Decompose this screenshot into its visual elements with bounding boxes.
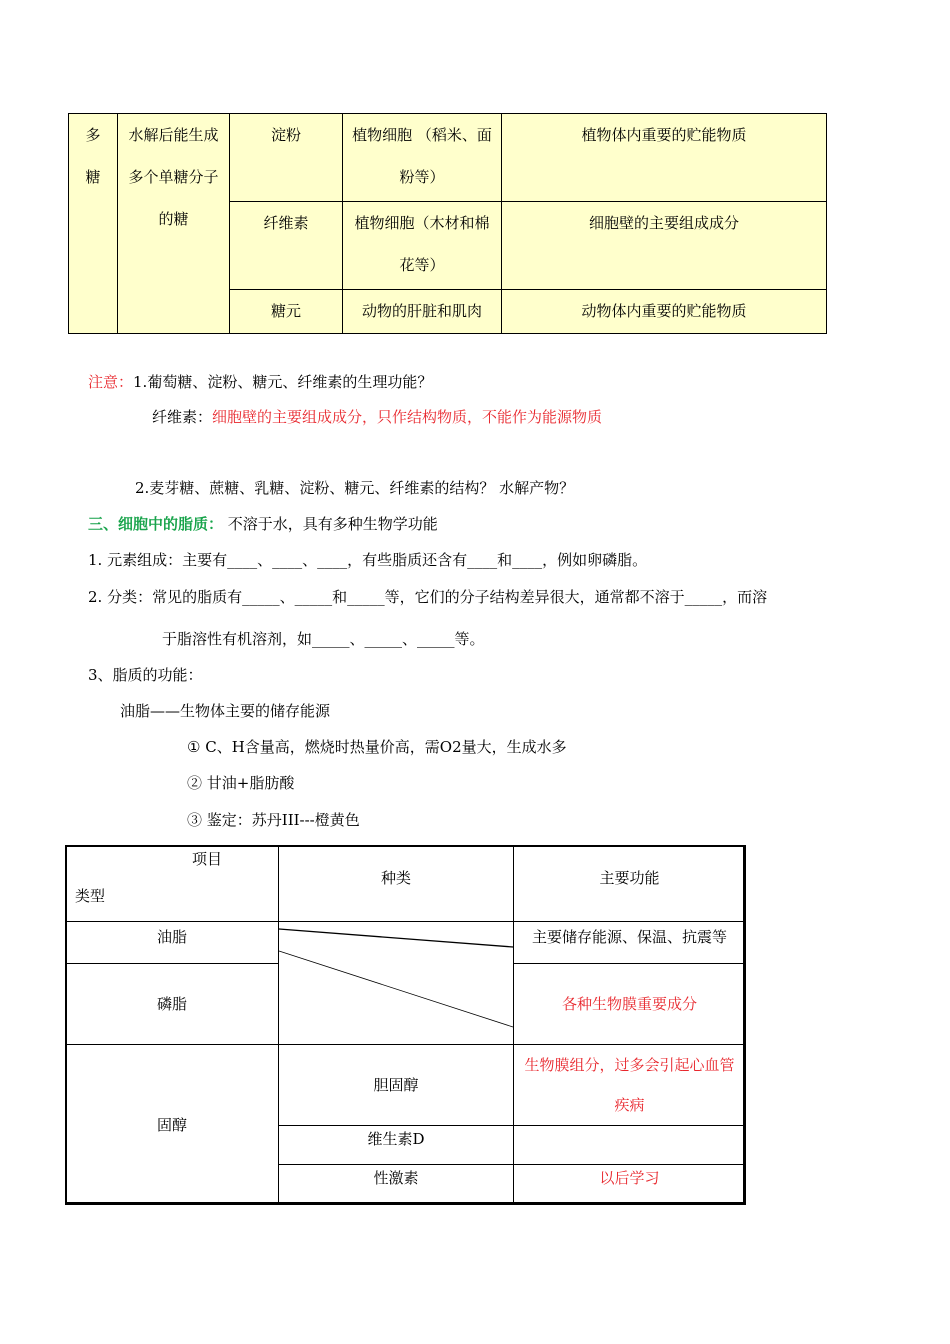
point-3: ③ 鉴定：苏丹III---橙黄色 [187,811,360,829]
vitamin-d-kind: 维生素D [279,1126,514,1165]
note-cellulose-line [152,406,602,428]
header-function: 主要功能 [514,846,746,922]
section3-item2a: 2. 分类：常见的脂质有_____、_____和_____等，它们的分子结构差异很大，通常都不溶于_____，而溶 [88,588,768,606]
fat-type: 油脂 [66,922,279,964]
point-2: ② 甘油+脂肪酸 [187,774,295,792]
note-q1: 1.葡萄糖、淀粉、糖元、纤维素的生理功能？ [133,373,433,391]
section3-subtitle: 不溶于水，具有多种生物学功能 [227,515,438,533]
row-cellulose-function: 细胞壁的主要组成成分 [502,202,827,290]
row-starch-function: 植物体内重要的贮能物质 [502,114,827,202]
row-cellulose-source: 植物细胞（木材和棉花等） [343,202,502,290]
point-1: ① C、H含量高，燃烧时热量价高，需O2量大，生成水多 [187,738,567,756]
header-item: 项目 [192,850,223,868]
section3-title: 三、细胞中的脂质： [88,515,224,533]
diagonal-lines [65,845,745,1204]
row-starch-name: 淀粉 [230,114,343,202]
row-glycogen-source: 动物的肝脏和肌肉 [343,290,502,334]
sterol-type: 固醇 [66,1045,279,1205]
sex-hormone-function: 以后学习 [514,1165,746,1205]
section3-item1: 1. 元素组成：主要有____、____、____，有些脂质还含有____和____，例如卵磷脂。 [88,551,648,569]
note-q1-line [88,371,432,393]
row-glycogen-function: 动物体内重要的贮能物质 [502,290,827,334]
polysaccharide-table [68,113,827,334]
sex-hormone-kind: 性激素 [279,1165,514,1205]
category-cell [69,114,118,334]
diagonal-line-fat [279,929,513,947]
cholesterol-function: 生物膜组分，过多会引起心血管疾病 [514,1045,746,1126]
fat-line: 油脂——生物体主要的储存能源 [120,702,331,720]
phospholipid-type: 磷脂 [66,964,279,1045]
cellulose-label: 纤维素： [152,408,213,426]
fat-function: 主要储存能源、保温、抗震等 [514,922,746,964]
section3-heading [88,513,438,535]
section3-item2b: 于脂溶性有机溶剂，如_____、_____、_____等。 [162,630,485,648]
header-type: 类型 [75,887,106,905]
lipid-table-wrapper [65,845,745,1204]
description-cell [118,114,230,334]
cholesterol-kind: 胆固醇 [279,1045,514,1126]
phospholipid-function: 各种生物膜重要成分 [514,964,746,1045]
row-starch-source: 植物细胞 （稻米、面粉等） [343,114,502,202]
diagonal-line-phospholipid [279,951,513,1027]
header-kind: 种类 [279,846,514,922]
note-q2: 2.麦芽糖、蔗糖、乳糖、淀粉、糖元、纤维素的结构？ 水解产物？ [135,479,575,497]
row-cellulose-name: 纤维素 [230,202,343,290]
section3-item3: 3、脂质的功能： [88,666,203,684]
category-text: 多糖 [85,126,101,186]
cellulose-answer: 细胞壁的主要组成成分，只作结构物质，不能作为能源物质 [212,408,603,426]
row-glycogen-name: 糖元 [230,290,343,334]
description-text: 水解后能生成多个单糖分子的糖 [128,126,219,228]
note-label: 注意： [88,373,134,391]
